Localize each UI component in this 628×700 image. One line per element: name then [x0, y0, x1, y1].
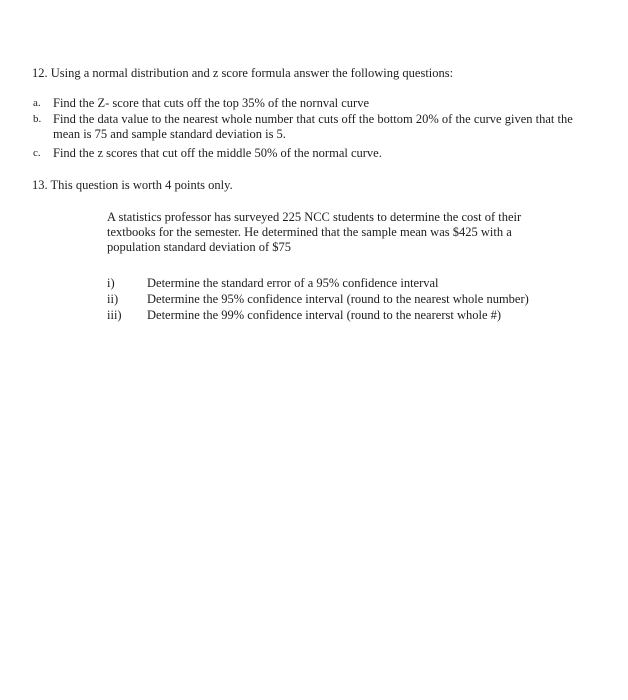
question-12-item-c [33, 146, 573, 161]
question-12-heading: 12. Using a normal distribution and z score formula answer the following questions: [32, 66, 454, 80]
item-letter: a. [33, 97, 41, 109]
item-text: Determine the standard error of a 95% confidence interval [147, 276, 439, 290]
item-number: i) [107, 276, 115, 290]
question-13-item-i [107, 276, 577, 291]
item-text: Determine the 99% confidence interval (round to the nearerst whole #) [147, 308, 502, 322]
item-letter: c. [33, 147, 41, 159]
question-12-item-b [33, 112, 573, 142]
question-13-item-ii [107, 292, 577, 307]
item-text: Find the z scores that cut off the middle 50% of the normal curve. [53, 146, 382, 160]
item-letter: b. [33, 113, 42, 125]
question-12-item-a [33, 96, 573, 111]
question-13-heading: 13. This question is worth 4 points only. [32, 178, 233, 192]
item-text: Find the Z- score that cuts off the top 35% of the nornval curve [53, 96, 370, 110]
item-number: ii) [107, 292, 119, 306]
question-13-paragraph: A statistics professor has surveyed 225 NCC students to determine the cost of their textbooks for the semester. He determined that the sample mean was $425 with a population standard deviation of $75 [107, 210, 522, 254]
item-number: iii) [107, 308, 122, 322]
item-text: Find the data value to the nearest whole number that cuts off the bottom 20% of the curve given that the mean is 75 and sample standard deviation is 5. [53, 112, 573, 141]
item-text: Determine the 95% confidence interval (round to the nearest whole number) [147, 292, 529, 306]
question-13-item-iii [107, 308, 577, 323]
